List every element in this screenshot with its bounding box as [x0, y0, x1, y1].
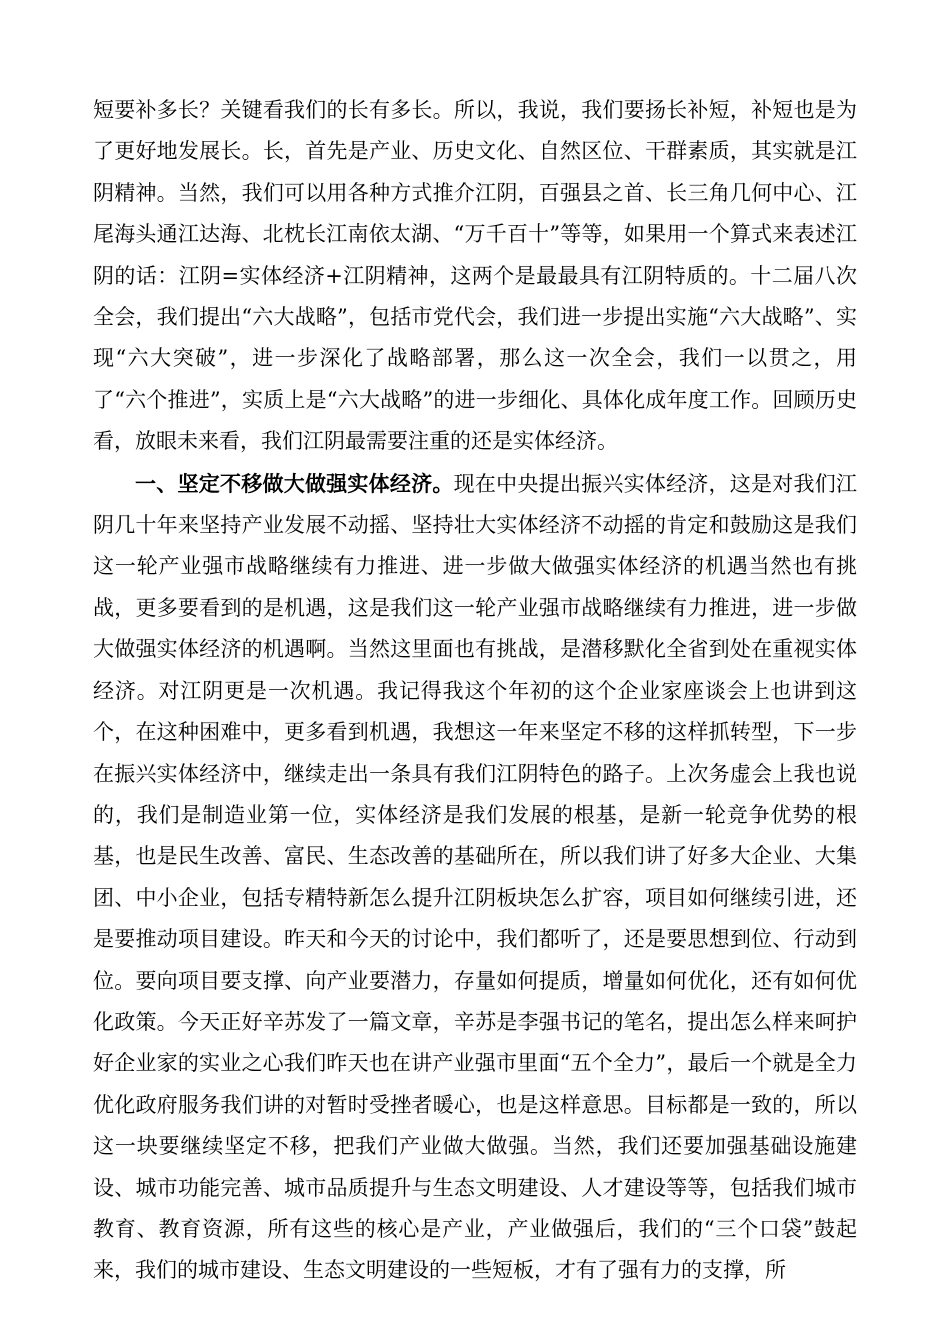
paragraph-2-body: 现在中央提出振兴实体经济，这是对我们江阴几十年来坚持产业发展不动摇、坚持壮大实体经济不动摇的肯定和鼓励这是我们这一轮产业强市战略继续有力推进、进一步做大做强实体经济的机遇当然也有挑战，更多要看到的是机遇，这是我们这一轮产业强市战略继续有力推进，进一步做大做强实体经济的机遇啊。当然这里面也有挑战，是潜移默化全省到处在重视实体经济。对江阴更是一次机遇。我记得我这个年初的这个企业家座谈会上也讲到这个，在这种困难中，更多看到机遇，我想这一年来坚定不移的这样抓转型，下一步在振兴实体经济中，继续走出一条具有我们江阴特色的路子。上次务虚会上我也说的，我们是制造业第一位，实体经济是我们发展的根基，是新一轮竞争优势的根基，也是民生改善、富民、生态改善的基础所在，所以我们讲了好多大企业、大集团、中小企业，包括专精特新怎么提升江阴板块怎么扩容，项目如何继续引进，还是要推动项目建设。昨天和今天的讨论中，我们都听了，还是要思想到位、行动到位。要向项目要支撑、向产业要潜力，存量如何提质，增量如何优化，还有如何优化政策。今天正好辛苏发了一篇文章，辛苏是李强书记的笔名，提出怎么样来呵护好企业家的实业之心我们昨天也在讲产业强市里面“五个全力”，最后一个就是全力优化政府服务我们讲的对暂时受挫者暖心，也是这样意思。目标都是一致的，所以这一块要继续坚定不移，把我们产业做大做强。当然，我们还要加强基础设施建设、城市功能完善、城市品质提升与生态文明建设、人才建设等等，包括我们城市教育、教育资源，所有这些的核心是产业，产业做强后，我们的“三个口袋”鼓起来，我们的城市建设、生态文明建设的一些短板，才有了强有力的支撑，所: [93, 471, 858, 1283]
paragraph-1: 短要补多长？关键看我们的长有多长。所以，我说，我们要扬长补短，补短也是为了更好地发展长。长，首先是产业、历史文化、自然区位、干群素质，其实就是江阴精神。当然，我们可以用各种方式推介江阴，百强县之首、长三角几何中心、江尾海头通江达海、北枕长江南依太湖、“万千百十”等等，如果用一个算式来表述江阴的话：江阴=实体经济+江阴精神，这两个是最最具有江阴特质的。十二届八次全会，我们提出“六大战略”，包括市党代会，我们进一步提出实施“六大战略”、实现“六大突破”，进一步深化了战略部署，那么这一次全会，我们一以贯之，用了“六个推进”，实质上是“六大战略”的进一步细化、具体化成年度工作。回顾历史看，放眼未来看，我们江阴最需要注重的还是实体经济。: [93, 98, 857, 454]
paragraph-2: [93, 463, 857, 1292]
document-page: [93, 90, 857, 1292]
section-heading: 一、坚定不移做大做强实体经济。: [135, 470, 454, 496]
